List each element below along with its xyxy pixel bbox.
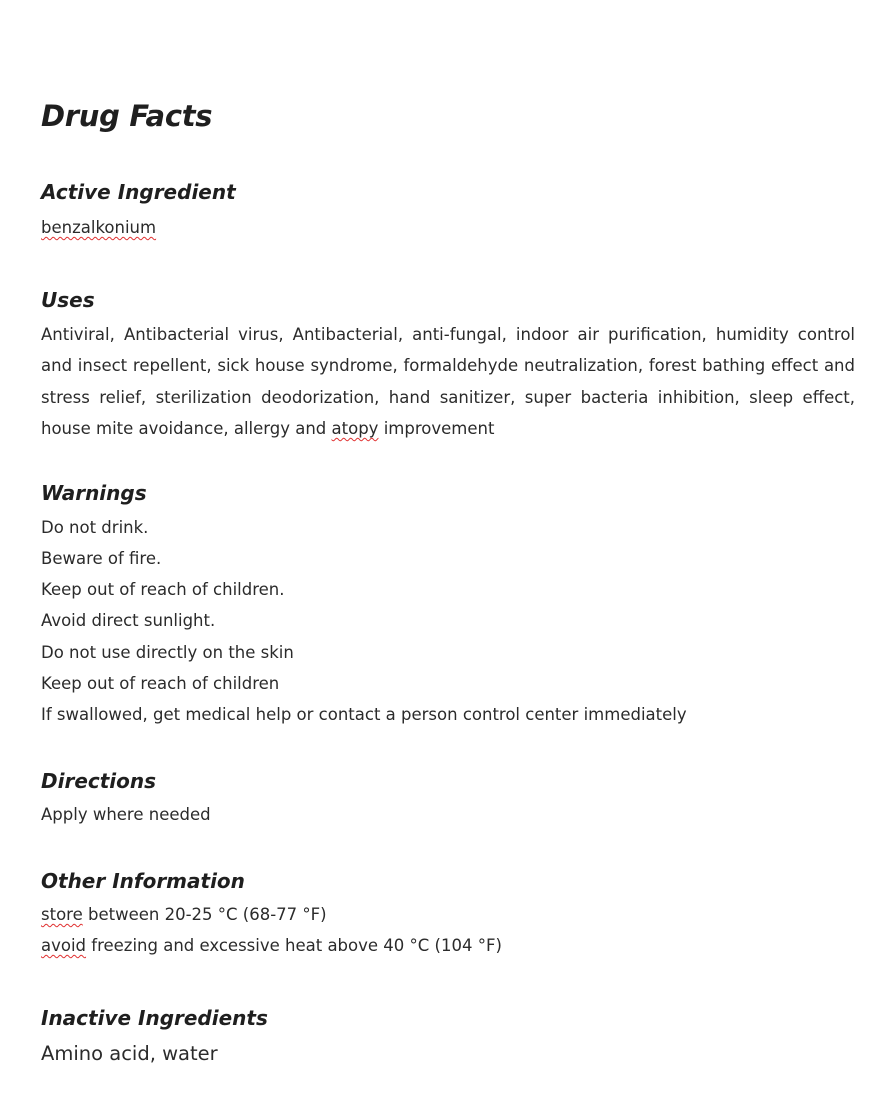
warning-item: Avoid direct sunlight. xyxy=(41,611,216,630)
directions-text: Apply where needed xyxy=(41,805,211,824)
page-title: Drug Facts xyxy=(41,99,213,133)
warnings-heading: Warnings xyxy=(41,481,147,505)
inactive-ingredients-text: Amino acid, water xyxy=(41,1042,218,1065)
uses-text-end: improvement xyxy=(378,419,495,439)
other-info-text: freezing and excessive heat above 40 °C (104 °F) xyxy=(86,936,502,955)
other-info-flagged-word: avoid xyxy=(41,936,87,955)
uses-flagged-word: atopy xyxy=(331,419,379,439)
other-info-text: between 20-25 °C (68-77 °F) xyxy=(82,905,327,924)
uses-heading: Uses xyxy=(41,288,95,312)
warning-item: Do not use directly on the skin xyxy=(41,643,294,662)
warning-item: Beware of fire. xyxy=(41,549,162,568)
uses-text xyxy=(41,319,855,445)
other-info-flagged-word: store xyxy=(41,905,83,924)
active-ingredient-text: benzalkonium xyxy=(41,218,157,237)
warning-item: Keep out of reach of children xyxy=(41,674,280,693)
active-ingredient-value xyxy=(41,217,156,239)
active-ingredient-heading: Active Ingredient xyxy=(41,180,236,204)
warning-item: Keep out of reach of children. xyxy=(41,580,285,599)
warning-item: If swallowed, get medical help or contact a person control center immediately xyxy=(41,705,687,724)
inactive-ingredients-heading: Inactive Ingredients xyxy=(41,1006,268,1030)
other-information-heading: Other Information xyxy=(41,869,245,893)
directions-heading: Directions xyxy=(41,769,157,793)
warning-item: Do not drink. xyxy=(41,518,149,537)
other-information-line xyxy=(41,935,502,957)
other-information-line xyxy=(41,904,327,926)
uses-text-main: Antiviral, Antibacterial virus, Antibacterial, anti-fungal, indoor air purification, humidity control and insect repellent, sick house syndrome, formaldehyde neutralization, forest bathing effect and stress relief, sterilization deodorization, hand sanitizer, super bacteria inhibition, sleep effect, house mite avoidance, allergy and xyxy=(41,325,855,439)
